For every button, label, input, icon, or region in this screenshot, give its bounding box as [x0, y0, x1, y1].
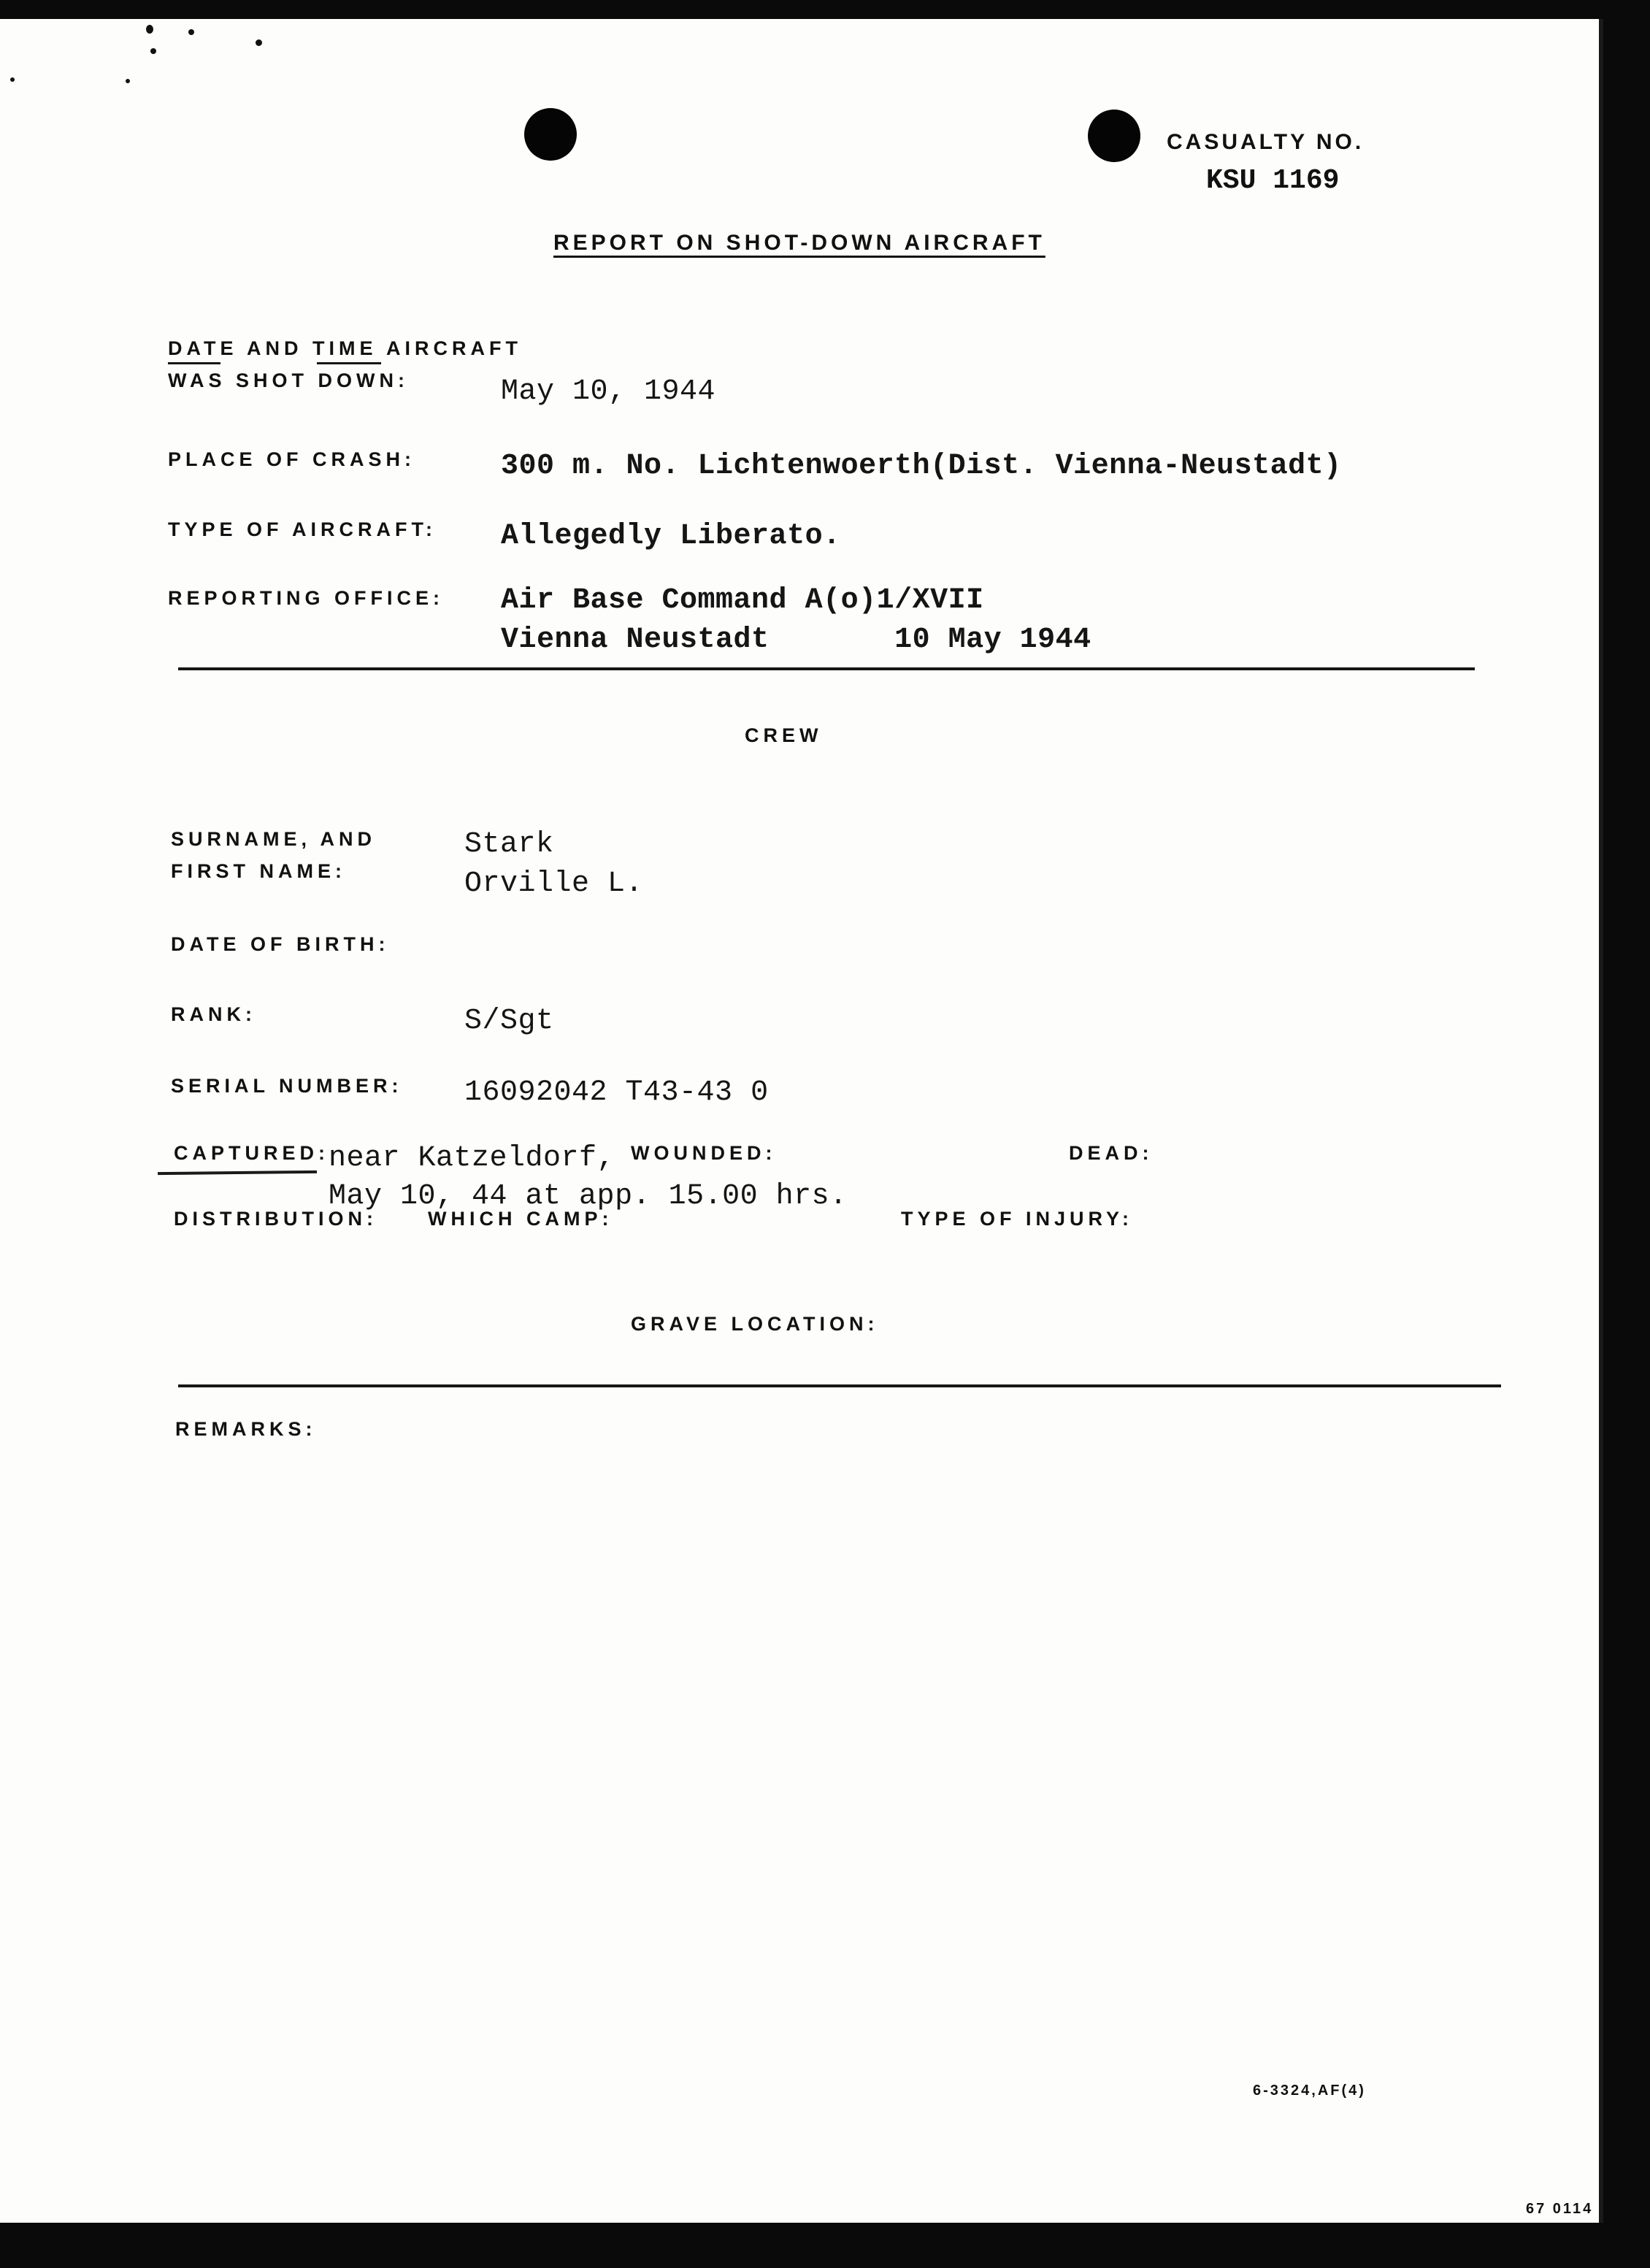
punch-hole-left	[524, 108, 577, 161]
date-of-birth-label: DATE OF BIRTH:	[171, 933, 390, 955]
remarks-label: REMARKS:	[175, 1418, 317, 1440]
reporting-office-value: Air Base Command A(o)1/XVII	[501, 584, 984, 617]
place-of-crash-label: PLACE OF CRASH:	[168, 448, 415, 470]
shot-down-date: May 10, 1944	[501, 375, 716, 408]
serial-number-value: 16092042 T43-43 0	[464, 1076, 769, 1109]
scan-speck	[188, 29, 194, 35]
scan-speck	[256, 39, 262, 46]
reporting-office-label: REPORTING OFFICE:	[168, 587, 444, 609]
captured-date-time: May 10, 44 at app. 15.00 hrs.	[329, 1180, 848, 1213]
scan-speck	[10, 77, 15, 82]
distribution-label: DISTRIBUTION:	[174, 1208, 377, 1230]
captured-place: near Katzeldorf,	[329, 1142, 615, 1175]
serial-number-label: SERIAL NUMBER:	[171, 1075, 403, 1097]
surname-label: SURNAME, AND	[171, 828, 376, 850]
crew-heading: CREW	[745, 724, 823, 746]
casualty-number-label: CASUALTY NO.	[1167, 130, 1365, 154]
type-of-aircraft-label: TYPE OF AIRCRAFT:	[168, 518, 437, 540]
document-page	[0, 19, 1603, 2223]
scan-speck	[146, 25, 153, 34]
captured-underline	[158, 1171, 317, 1175]
section-divider-top	[178, 667, 1475, 670]
corner-code: 67 0114	[1526, 2201, 1594, 2217]
date-time-label: DATE AND TIME AIRCRAFT	[168, 337, 522, 359]
place-of-crash-value: 300 m. No. Lichtenwoerth(Dist. Vienna-Neustadt)	[501, 450, 1342, 483]
punch-hole-right	[1088, 110, 1140, 162]
form-code: 6-3324,AF(4)	[1253, 2083, 1366, 2099]
underline-date-and-time	[168, 362, 220, 364]
section-divider-bottom	[178, 1384, 1501, 1387]
type-of-aircraft-value: Allegedly Liberato.	[501, 520, 841, 553]
type-of-injury-label: TYPE OF INJURY:	[901, 1208, 1134, 1230]
rank-label: RANK:	[171, 1003, 256, 1025]
scan-speck	[126, 79, 130, 83]
reporting-office-location-date: Vienna Neustadt 10 May 1944	[501, 624, 1091, 656]
rank-value: S/Sgt	[464, 1005, 554, 1038]
dead-label: DEAD:	[1069, 1142, 1154, 1164]
first-name-label: FIRST NAME:	[171, 860, 346, 882]
casualty-number-value: KSU 1169	[1206, 165, 1340, 196]
grave-location-label: GRAVE LOCATION:	[631, 1313, 879, 1335]
wounded-label: WOUNDED:	[631, 1142, 777, 1164]
first-name-value: Orville L.	[464, 867, 644, 900]
shot-down-label: WAS SHOT DOWN:	[168, 369, 409, 391]
report-title: REPORT ON SHOT-DOWN AIRCRAFT	[553, 231, 1045, 255]
captured-label: CAPTURED:	[174, 1142, 329, 1164]
surname-value: Stark	[464, 828, 554, 861]
which-camp-label: WHICH CAMP:	[428, 1208, 613, 1230]
underline-time	[317, 362, 381, 364]
scan-speck	[150, 48, 156, 54]
